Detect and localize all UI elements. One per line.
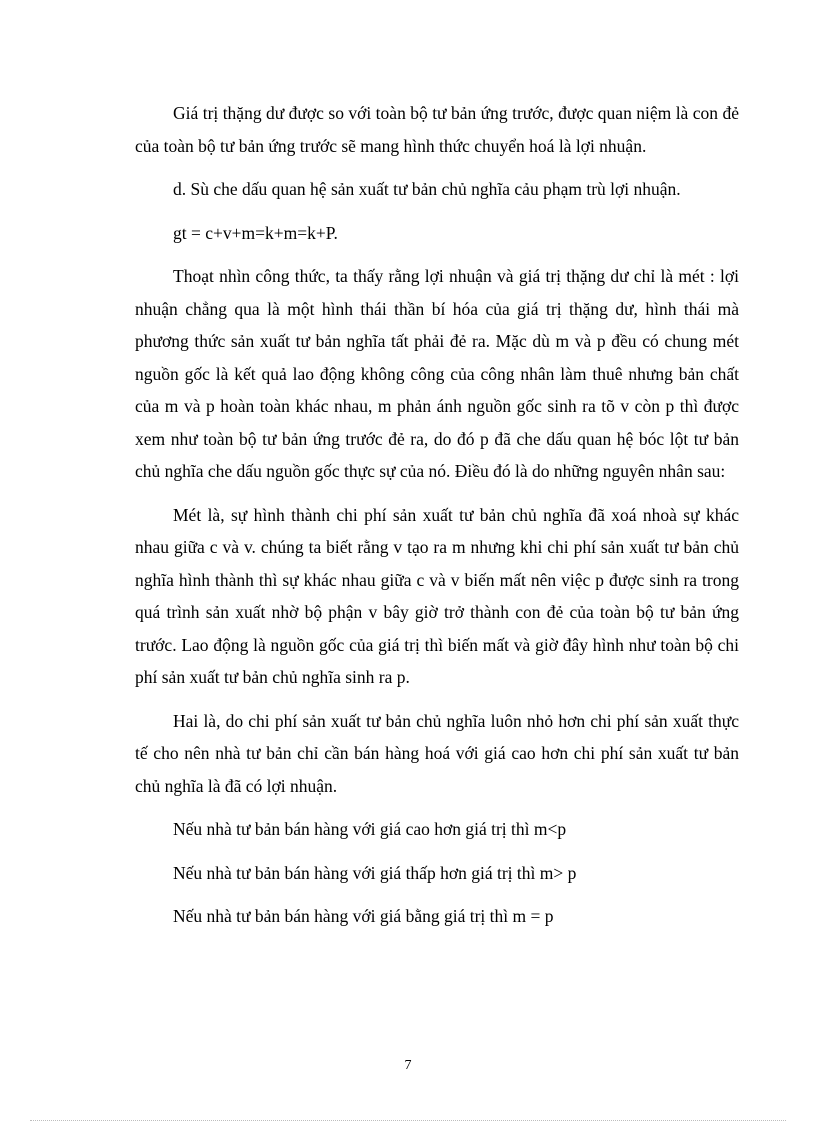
paragraph-heading-d: d. Sù che dấu quan hệ sản xuất tư bản chủ nghĩa cảu phạm trù lợi nhuận. — [173, 179, 681, 199]
body-text — [135, 97, 739, 944]
paragraph-formula-explanation: Thoạt nhìn công thức, ta thấy rằng lợi nhuận và giá trị thặng dư chỉ là mét : lợi nhuận chẳng qua là một hình thái thần bí hóa của giá trị thặng dư, hình thái mà phương thức sản xuất tư bản nghĩa tất phải đẻ ra. Mặc dù m và p đều có chung mét nguồn gốc là kết quả lao động không công của công nhân làm thuê nhưng bản chất của m và p hoàn toàn khác nhau, m phản ánh nguồn gốc sinh ra tõ v còn p thì được xem như toàn bộ tư bản ứng trước đẻ ra, do đó p đã che dấu quan hệ bóc lột tư bản chủ nghĩa che dấu nguồn gốc thực sự của nó. Điều đó là do những nguyên nhân sau: — [135, 266, 739, 481]
paragraph-case-equal: Nếu nhà tư bản bán hàng với giá bằng giá trị thì m = p — [173, 906, 554, 926]
paragraph-reason-two: Hai là, do chi phí sản xuất tư bản chủ nghĩa luôn nhỏ hơn chi phí sản xuất thực tế cho nên nhà tư bản chỉ cần bán hàng hoá với giá cao hơn chi phí sản xuất tư bản chủ nghĩa là đã có lợi nhuận. — [135, 710, 739, 796]
page-bottom-divider — [30, 1120, 786, 1121]
paragraph-formula: gt = c+v+m=k+m=k+P. — [173, 222, 338, 243]
paragraph-case-lower: Nếu nhà tư bản bán hàng với giá thấp hơn giá trị thì m> p — [173, 862, 577, 883]
paragraph-reason-one: Mét là, sự hình thành chi phí sản xuất tư bản chủ nghĩa đã xoá nhoà sự khác nhau giữa c và v. chúng ta biết rằng v tạo ra m nhưng khi chi phí sản xuất tư bản chủ nghĩa hình thành thì sự khác nhau giữa c và v biến mất nên việc p được sinh ra trong quá trình sản xuất nhờ bộ phận v bây giờ trở thành con đẻ của toàn bộ tư bản ứng trước. Lao động là nguồn gốc của giá trị thì biến mất và giờ đây hình như toàn bộ chi phí sản xuất tư bản chủ nghĩa sinh ra p. — [135, 504, 739, 687]
paragraph-case-higher: Nếu nhà tư bản bán hàng với giá cao hơn giá trị thì m<p — [173, 819, 567, 839]
paragraph-profit-definition: Giá trị thặng dư được so với toàn bộ tư bản ứng trước, được quan niệm là con đẻ của toàn bộ tư bản ứng trước sẽ mang hình thức chuyển hoá là lợi nhuận. — [135, 103, 739, 156]
page-number: 7 — [404, 1058, 412, 1073]
